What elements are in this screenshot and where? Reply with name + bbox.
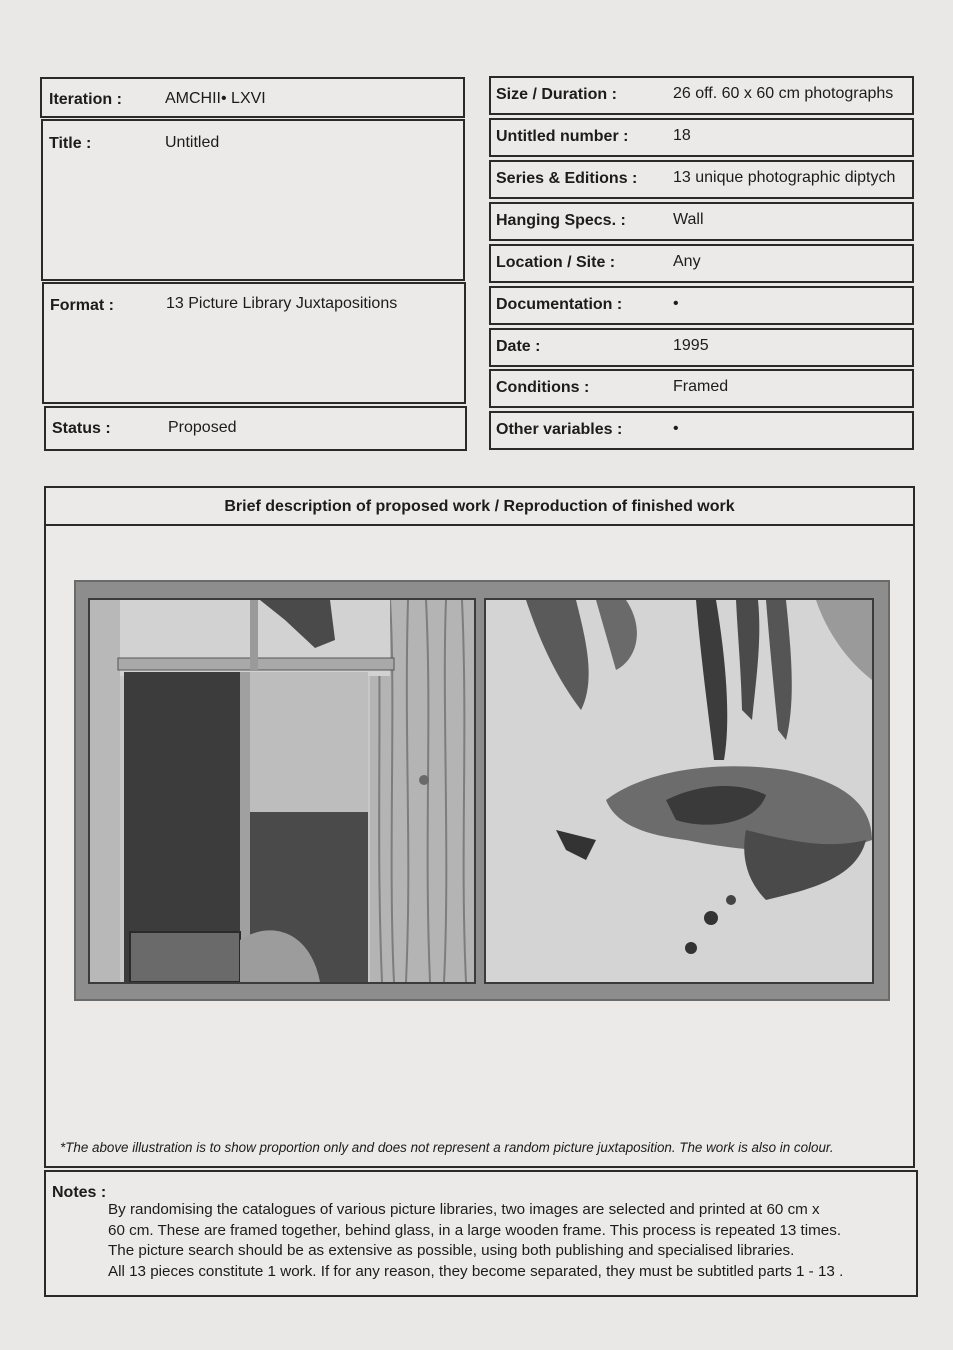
size-duration-label: Size / Duration : [496, 86, 617, 103]
format-label: Format : [50, 297, 114, 314]
size-duration-value: 26 off. 60 x 60 cm photographs [673, 85, 894, 102]
title-field [41, 119, 465, 281]
description-panel [44, 486, 915, 1168]
other-variables-field [489, 411, 914, 450]
other-variables-label: Other variables : [496, 421, 623, 438]
format-field [42, 282, 466, 404]
other-variables-value: • [673, 420, 679, 437]
date-label: Date : [496, 338, 541, 355]
window-photo-graphic [90, 600, 474, 982]
hanging-specs-value: Wall [673, 211, 704, 228]
location-site-field [489, 244, 914, 283]
iteration-value: AMCHII• LXVI [165, 90, 266, 107]
status-value: Proposed [168, 419, 237, 436]
hanging-specs-field [489, 202, 914, 241]
notes-text [108, 1200, 843, 1282]
title-value: Untitled [165, 134, 220, 151]
photo-window [88, 598, 476, 984]
location-site-value: Any [673, 253, 701, 270]
untitled-number-label: Untitled number : [496, 128, 629, 145]
status-field [44, 406, 467, 451]
iteration-field [40, 77, 465, 118]
documentation-field [489, 286, 914, 325]
notes-line: The picture search should be as extensive as possible, using both publishing and specialised libraries. [108, 1242, 795, 1259]
abstract-photo-graphic [486, 600, 872, 982]
size-duration-field [489, 76, 914, 115]
conditions-value: Framed [673, 378, 729, 395]
series-editions-field [489, 160, 914, 199]
untitled-number-value: 18 [673, 127, 691, 144]
untitled-number-field [489, 118, 914, 157]
iteration-label: Iteration : [49, 91, 122, 108]
conditions-label: Conditions : [496, 379, 590, 396]
photo-abstract [484, 598, 874, 984]
format-value: 13 Picture Library Juxtapositions [166, 295, 398, 312]
title-label: Title : [49, 135, 92, 152]
hanging-specs-label: Hanging Specs. : [496, 212, 626, 229]
date-field [489, 328, 914, 367]
status-label: Status : [52, 420, 111, 437]
notes-panel [44, 1170, 918, 1297]
diptych-frame [74, 580, 890, 1001]
documentation-value: • [673, 295, 679, 312]
description-heading: Brief description of proposed work / Reproduction of finished work [46, 488, 913, 526]
notes-line: 60 cm. These are framed together, behind glass, in a large wooden frame. This process is repeated 13 times. [108, 1221, 842, 1239]
notes-label: Notes : [52, 1184, 107, 1201]
date-value: 1995 [673, 337, 709, 354]
location-site-label: Location / Site : [496, 254, 616, 271]
series-editions-value: 13 unique photographic diptych [673, 169, 896, 186]
documentation-label: Documentation : [496, 296, 623, 313]
illustration-footnote: *The above illustration is to show proportion only and does not represent a random picture juxtaposition. The work is also in colour. [60, 1140, 834, 1155]
series-editions-label: Series & Editions : [496, 170, 638, 187]
conditions-field [489, 369, 914, 408]
notes-line: By randomising the catalogues of various picture libraries, two images are selected and printed at 60 cm x [108, 1201, 820, 1218]
notes-line: All 13 pieces constitute 1 work. If for any reason, they become separated, they must be subtitled parts 1 - 13 . [108, 1262, 844, 1280]
